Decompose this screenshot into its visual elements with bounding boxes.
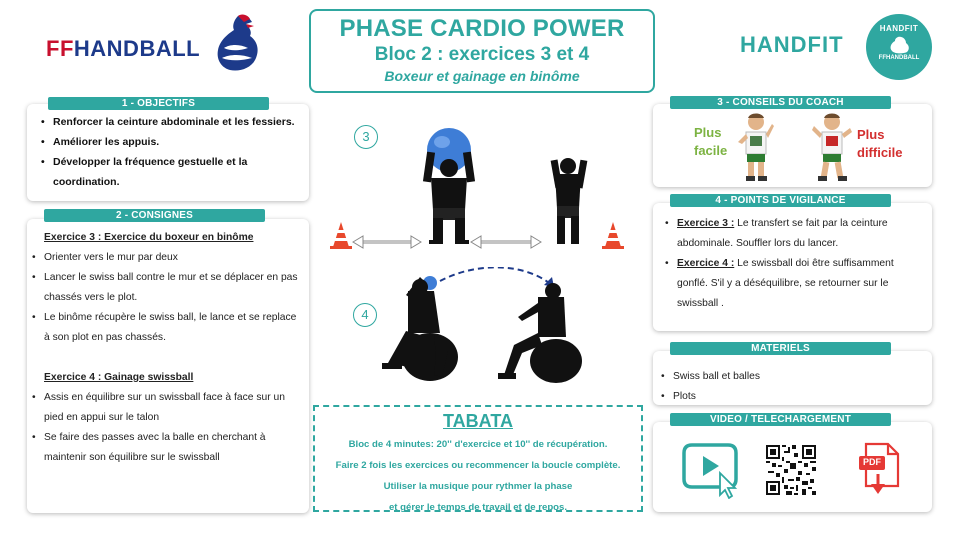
easier-line-2: facile	[694, 143, 728, 158]
exercise-3-illustration	[325, 122, 635, 262]
vigilance-tag: 4 - POINTS DE VIGILANCE	[670, 194, 891, 207]
brand-handball: HANDBALL	[73, 36, 201, 61]
conseils-tag: 3 - CONSEILS DU COACH	[670, 96, 891, 109]
player-throwing-ball-icon	[423, 128, 475, 244]
coach-easy-icon	[736, 112, 776, 184]
tabata-box	[313, 405, 643, 512]
objectif-item: • Développer la fréquence gestuelle et la coordination.	[39, 152, 303, 192]
easier-line-1: Plus	[694, 125, 722, 140]
page-title: PHASE CARDIO POWER	[339, 15, 625, 42]
vigilance-item-label: Exercice 3 :	[677, 218, 735, 229]
pdf-label: PDF	[863, 457, 881, 467]
vigilance-item-text: Le swissball doi être suffisamment gonflé. S'il y a déséquilibre, se retourner sur le swissball .	[677, 258, 894, 309]
vigilance-item	[663, 214, 924, 254]
ffhandball-logo-text	[46, 36, 200, 62]
double-arrow-icon	[471, 236, 541, 248]
badge-rooster-icon	[888, 36, 910, 54]
coach-hard-icon	[810, 112, 854, 184]
objectif-item: • Renforcer la ceinture abdominale et les fessiers.	[39, 112, 303, 132]
consignes-tag: 2 - CONSIGNES	[44, 209, 265, 222]
objectif-item: • Améliorer les appuis.	[39, 132, 303, 152]
exercice-3-title: Exercice 3 : Exercice du boxeur en binôme	[44, 232, 254, 243]
tabata-title: TABATA	[443, 411, 513, 431]
cone-icon	[602, 222, 624, 249]
vigilance-item	[663, 254, 924, 314]
player-on-swissball-icon	[382, 276, 458, 381]
consignes-card	[27, 219, 309, 513]
video-play-icon[interactable]	[680, 441, 744, 499]
vigilance-item-text: Le transfert se fait par la ceinture abdominale. Souffler lors du lancer.	[677, 218, 888, 249]
handfit-badge-icon	[866, 14, 932, 80]
tabata-line: Utiliser la musique pour rythmer la phase	[383, 481, 573, 492]
harder-line-1: Plus	[857, 127, 885, 142]
badge-bottom-text: FFHANDBALL	[878, 55, 920, 61]
exercise-4-number: 4	[353, 303, 377, 327]
pass-arc	[440, 267, 554, 287]
page-subtitle-italic: Boxeur et gainage en binôme	[384, 68, 580, 84]
double-arrow-icon	[353, 236, 421, 248]
consigne-item: • Le binôme récupère le swiss ball, le lance et se replace à son plot en pas chassés.	[30, 308, 301, 348]
player-on-swissball-icon	[498, 283, 582, 383]
materiels-card	[653, 351, 932, 405]
exercise-4-illustration	[378, 267, 608, 387]
video-tag: VIDEO / TELECHARGEMENT	[670, 413, 891, 426]
pdf-download-icon[interactable]	[858, 442, 902, 498]
vigilance-item-label: Exercice 4 :	[677, 258, 735, 269]
qr-code-icon[interactable]	[766, 445, 816, 495]
consigne-item: • Lancer le swiss ball contre le mur et se déplacer en pas chassés vers le plot.	[30, 268, 301, 308]
tabata-line: Faire 2 fois les exercices ou recommencer la boucle complète.	[335, 460, 621, 471]
exercise-3-number: 3	[354, 125, 378, 149]
handfit-logo-text: HANDFIT	[740, 32, 844, 57]
tabata-line: et gérer le temps de travail et de repos.	[388, 502, 568, 513]
rooster-logo-icon	[210, 14, 264, 74]
materiel-item: • Swiss ball et balles	[659, 367, 924, 387]
cone-icon	[330, 222, 352, 249]
easier-label	[694, 124, 727, 160]
objectifs-card	[27, 104, 309, 201]
badge-top-text: HANDFIT	[879, 24, 919, 33]
consigne-item: • Assis en équilibre sur un swissball face à face sur un pied en appui sur le talon	[30, 388, 301, 428]
exercice-4-title: Exercice 4 : Gainage swissball	[44, 372, 194, 383]
consigne-item: • Se faire des passes avec la balle en cherchant à maintenir son équilibre sur le swissball	[30, 428, 301, 468]
page-subtitle: Bloc 2 : exercices 3 et 4	[374, 44, 590, 65]
harder-label	[857, 126, 903, 162]
consigne-item: • Orienter vers le mur par deux	[30, 248, 301, 268]
vigilance-card	[653, 203, 932, 331]
materiels-tag: MATERIELS	[670, 342, 891, 355]
title-box	[309, 9, 655, 93]
tabata-line: Bloc de 4 minutes: 20'' d'exercice et 10'' de récupération.	[348, 439, 608, 450]
player-waiting-icon	[551, 158, 588, 244]
materiel-item: • Plots	[659, 387, 924, 407]
harder-line-2: difficile	[857, 145, 903, 160]
brand-ff: FF	[46, 36, 74, 61]
objectifs-tag: 1 - OBJECTIFS	[48, 97, 269, 110]
